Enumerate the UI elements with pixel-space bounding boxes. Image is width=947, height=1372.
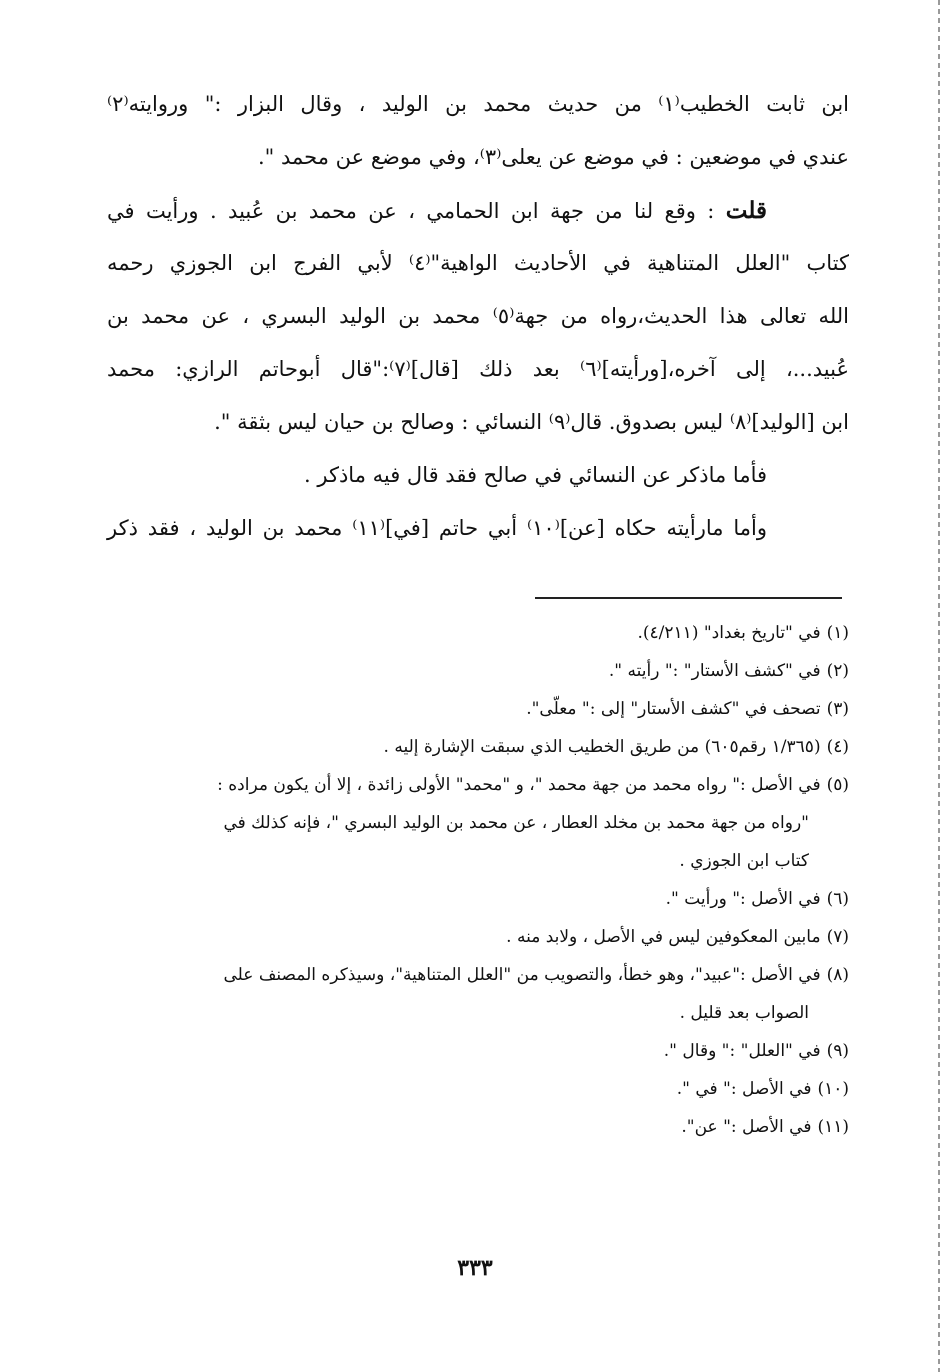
keyword-qultu: قلت: [725, 197, 767, 224]
main-line-7: ابن [الوليد]⁽٨⁾ ليس بصدوق. قال⁽٩⁾ النسائي : وصالح بن حيان ليس بثقة ".: [214, 410, 849, 434]
footnote-text: في "تاريخ بغداد" (٤/٢١١).: [637, 623, 821, 643]
footnote-text: في الأصل :" رواه محمد من جهة محمد "، و "محمد" الأولى زائدة ، إلا أن يكون مراده :: [217, 775, 821, 795]
main-line-3-text: : وقع لنا من جهة ابن الحمامي ، عن محمد بن عُبيد . ورأيت في: [107, 199, 726, 223]
footnote-6: [119, 880, 849, 918]
footnote-text: مابين المعكوفين ليس في الأصل ، ولابد منه .: [506, 927, 821, 947]
footnote-continuation: "رواه من جهة محمد بن مخلد العطار ، عن محمد بن الوليد البسري "، فإنه كذلك في: [223, 813, 809, 833]
footnote-number: (٢): [826, 661, 849, 681]
footnotes: [119, 614, 849, 1146]
footnote-number: (٦): [826, 889, 849, 909]
footnote-4: [119, 728, 849, 766]
footnote-text: في "كشف الأستار" :" رأيته ".: [608, 661, 821, 681]
main-text: [107, 78, 849, 555]
footnote-number: (١): [826, 623, 849, 643]
main-line-9: وأما مارأيته حكاه [عن]⁽١٠⁾ أبي حاتم [في]⁽١١⁾ محمد بن الوليد ، فقد ذكر: [107, 516, 767, 540]
footnote-10: [119, 1070, 849, 1108]
footnote-3: [119, 690, 849, 728]
footnote-text: في الأصل :"عبيد"، وهو خطأ، والتصويب من "العلل المتناهية"، وسيذكره المصنف على: [223, 965, 821, 985]
footnote-number: (٧): [826, 927, 849, 947]
main-line-8: فأما ماذكر عن النسائي في صالح فقد قال فيه ماذكر .: [304, 463, 767, 487]
footnote-number: (١٠): [817, 1079, 849, 1099]
footnote-number: (١١): [817, 1117, 849, 1137]
footnote-text: في الأصل :" عن".: [681, 1117, 812, 1137]
footnote-9: [119, 1032, 849, 1070]
footnote-number: (٩): [826, 1041, 849, 1061]
margin-rule: [938, 0, 940, 1372]
footnote-number: (٨): [826, 965, 849, 985]
footnote-7: [119, 918, 849, 956]
footnote-number: (٥): [826, 775, 849, 795]
footnote-number: (٣): [826, 699, 849, 719]
main-line-5: الله تعالى هذا الحديث،رواه من جهة⁽٥⁾ محمد بن الوليد البسري ، عن محمد بن: [107, 304, 850, 328]
main-line-6: عُبيد...، إلى آخره،[ورأيته]⁽٦⁾ بعد ذلك [قال]⁽٧⁾:"قال أبوحاتم الرازي: محمد: [107, 357, 850, 381]
main-line-2: عندي في موضعين : في موضع عن يعلى⁽٣⁾، وفي موضع عن محمد ".: [257, 145, 849, 169]
footnote-11: [119, 1108, 849, 1146]
footnote-text: (١/٣٦٥ رقم٦٠٥) من طريق الخطيب الذي سبقت الإشارة إليه .: [383, 737, 821, 757]
footnote-text: تصحف في "كشف الأستار" إلى :" معلّى".: [526, 699, 821, 719]
footnote-divider: [535, 597, 842, 599]
footnote-text: في الأصل :" ورأيت ".: [665, 889, 821, 909]
footnote-1: [119, 614, 849, 652]
main-line-3: [107, 184, 849, 237]
footnote-8: [119, 956, 849, 1032]
footnote-5: [119, 766, 849, 880]
main-line-1: ابن ثابت الخطيب⁽١⁾ من حديث محمد بن الوليد ، وقال البزار :" وروايته⁽٢⁾: [107, 92, 849, 116]
footnote-continuation: الصواب بعد قليل .: [679, 1003, 809, 1023]
footnote-text: في "العلل" :" وقال ".: [663, 1041, 821, 1061]
footnote-text: في الأصل :" في ".: [676, 1079, 812, 1099]
footnote-2: [119, 652, 849, 690]
main-line-4: كتاب "العلل المتناهية في الأحاديث الواهية"⁽٤⁾ لأبي الفرج ابن الجوزي رحمه: [107, 251, 849, 275]
page-number: ٣٣٣: [457, 1255, 493, 1281]
footnote-continuation: كتاب ابن الجوزي .: [679, 851, 809, 871]
footnote-number: (٤): [826, 737, 849, 757]
